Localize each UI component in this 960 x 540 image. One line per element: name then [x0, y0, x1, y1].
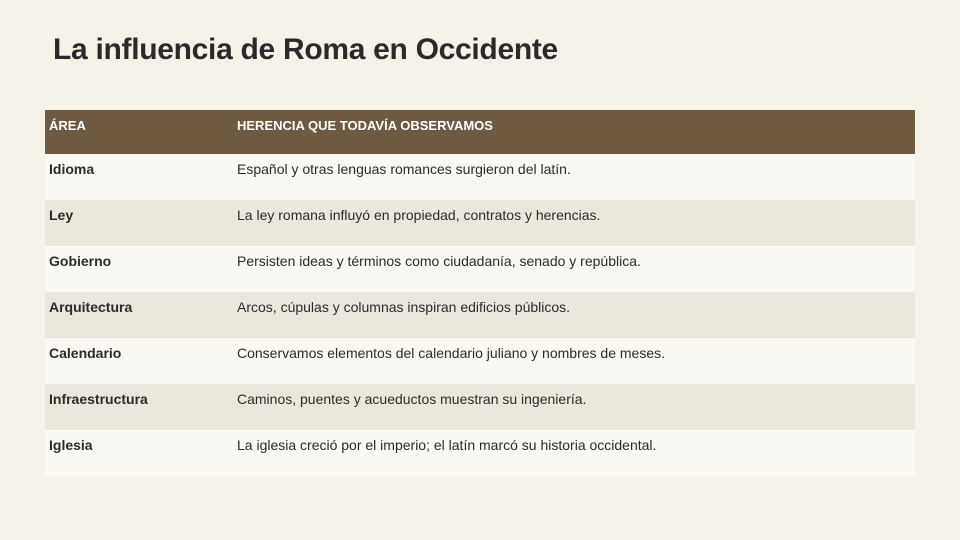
table-header-row: [45, 110, 915, 154]
area-cell: Iglesia: [49, 437, 93, 453]
area-cell: Arquitectura: [49, 299, 133, 315]
legacy-cell: Caminos, puentes y acueductos muestran su ingeniería.: [237, 391, 587, 407]
table-body: [45, 154, 915, 476]
table-header: [45, 110, 915, 154]
column-header-legacy: HERENCIA QUE TODAVÍA OBSERVAMOS: [237, 118, 493, 133]
area-cell: Infraestructura: [49, 391, 148, 407]
column-header-area: ÁREA: [49, 118, 86, 133]
table-row: [45, 292, 915, 338]
table-row: [45, 430, 915, 476]
table-row: [45, 384, 915, 430]
legacy-cell: Español y otras lenguas romances surgieron del latín.: [237, 161, 571, 177]
area-cell: Idioma: [49, 161, 95, 177]
table-row: [45, 154, 915, 200]
legacy-cell: Conservamos elementos del calendario juliano y nombres de meses.: [237, 345, 665, 361]
legacy-cell: La ley romana influyó en propiedad, contratos y herencias.: [237, 207, 601, 223]
table-row: [45, 246, 915, 292]
area-cell: Ley: [49, 207, 74, 223]
table-row: [45, 200, 915, 246]
heritage-table: [45, 110, 915, 476]
legacy-cell: La iglesia creció por el imperio; el latín marcó su historia occidental.: [237, 437, 657, 453]
area-cell: Gobierno: [49, 253, 112, 269]
page-title: La influencia de Roma en Occidente: [53, 33, 558, 66]
area-cell: Calendario: [49, 345, 122, 361]
legacy-cell: Persisten ideas y términos como ciudadanía, senado y república.: [237, 253, 641, 269]
legacy-cell: Arcos, cúpulas y columnas inspiran edificios públicos.: [237, 299, 571, 315]
table-row: [45, 338, 915, 384]
